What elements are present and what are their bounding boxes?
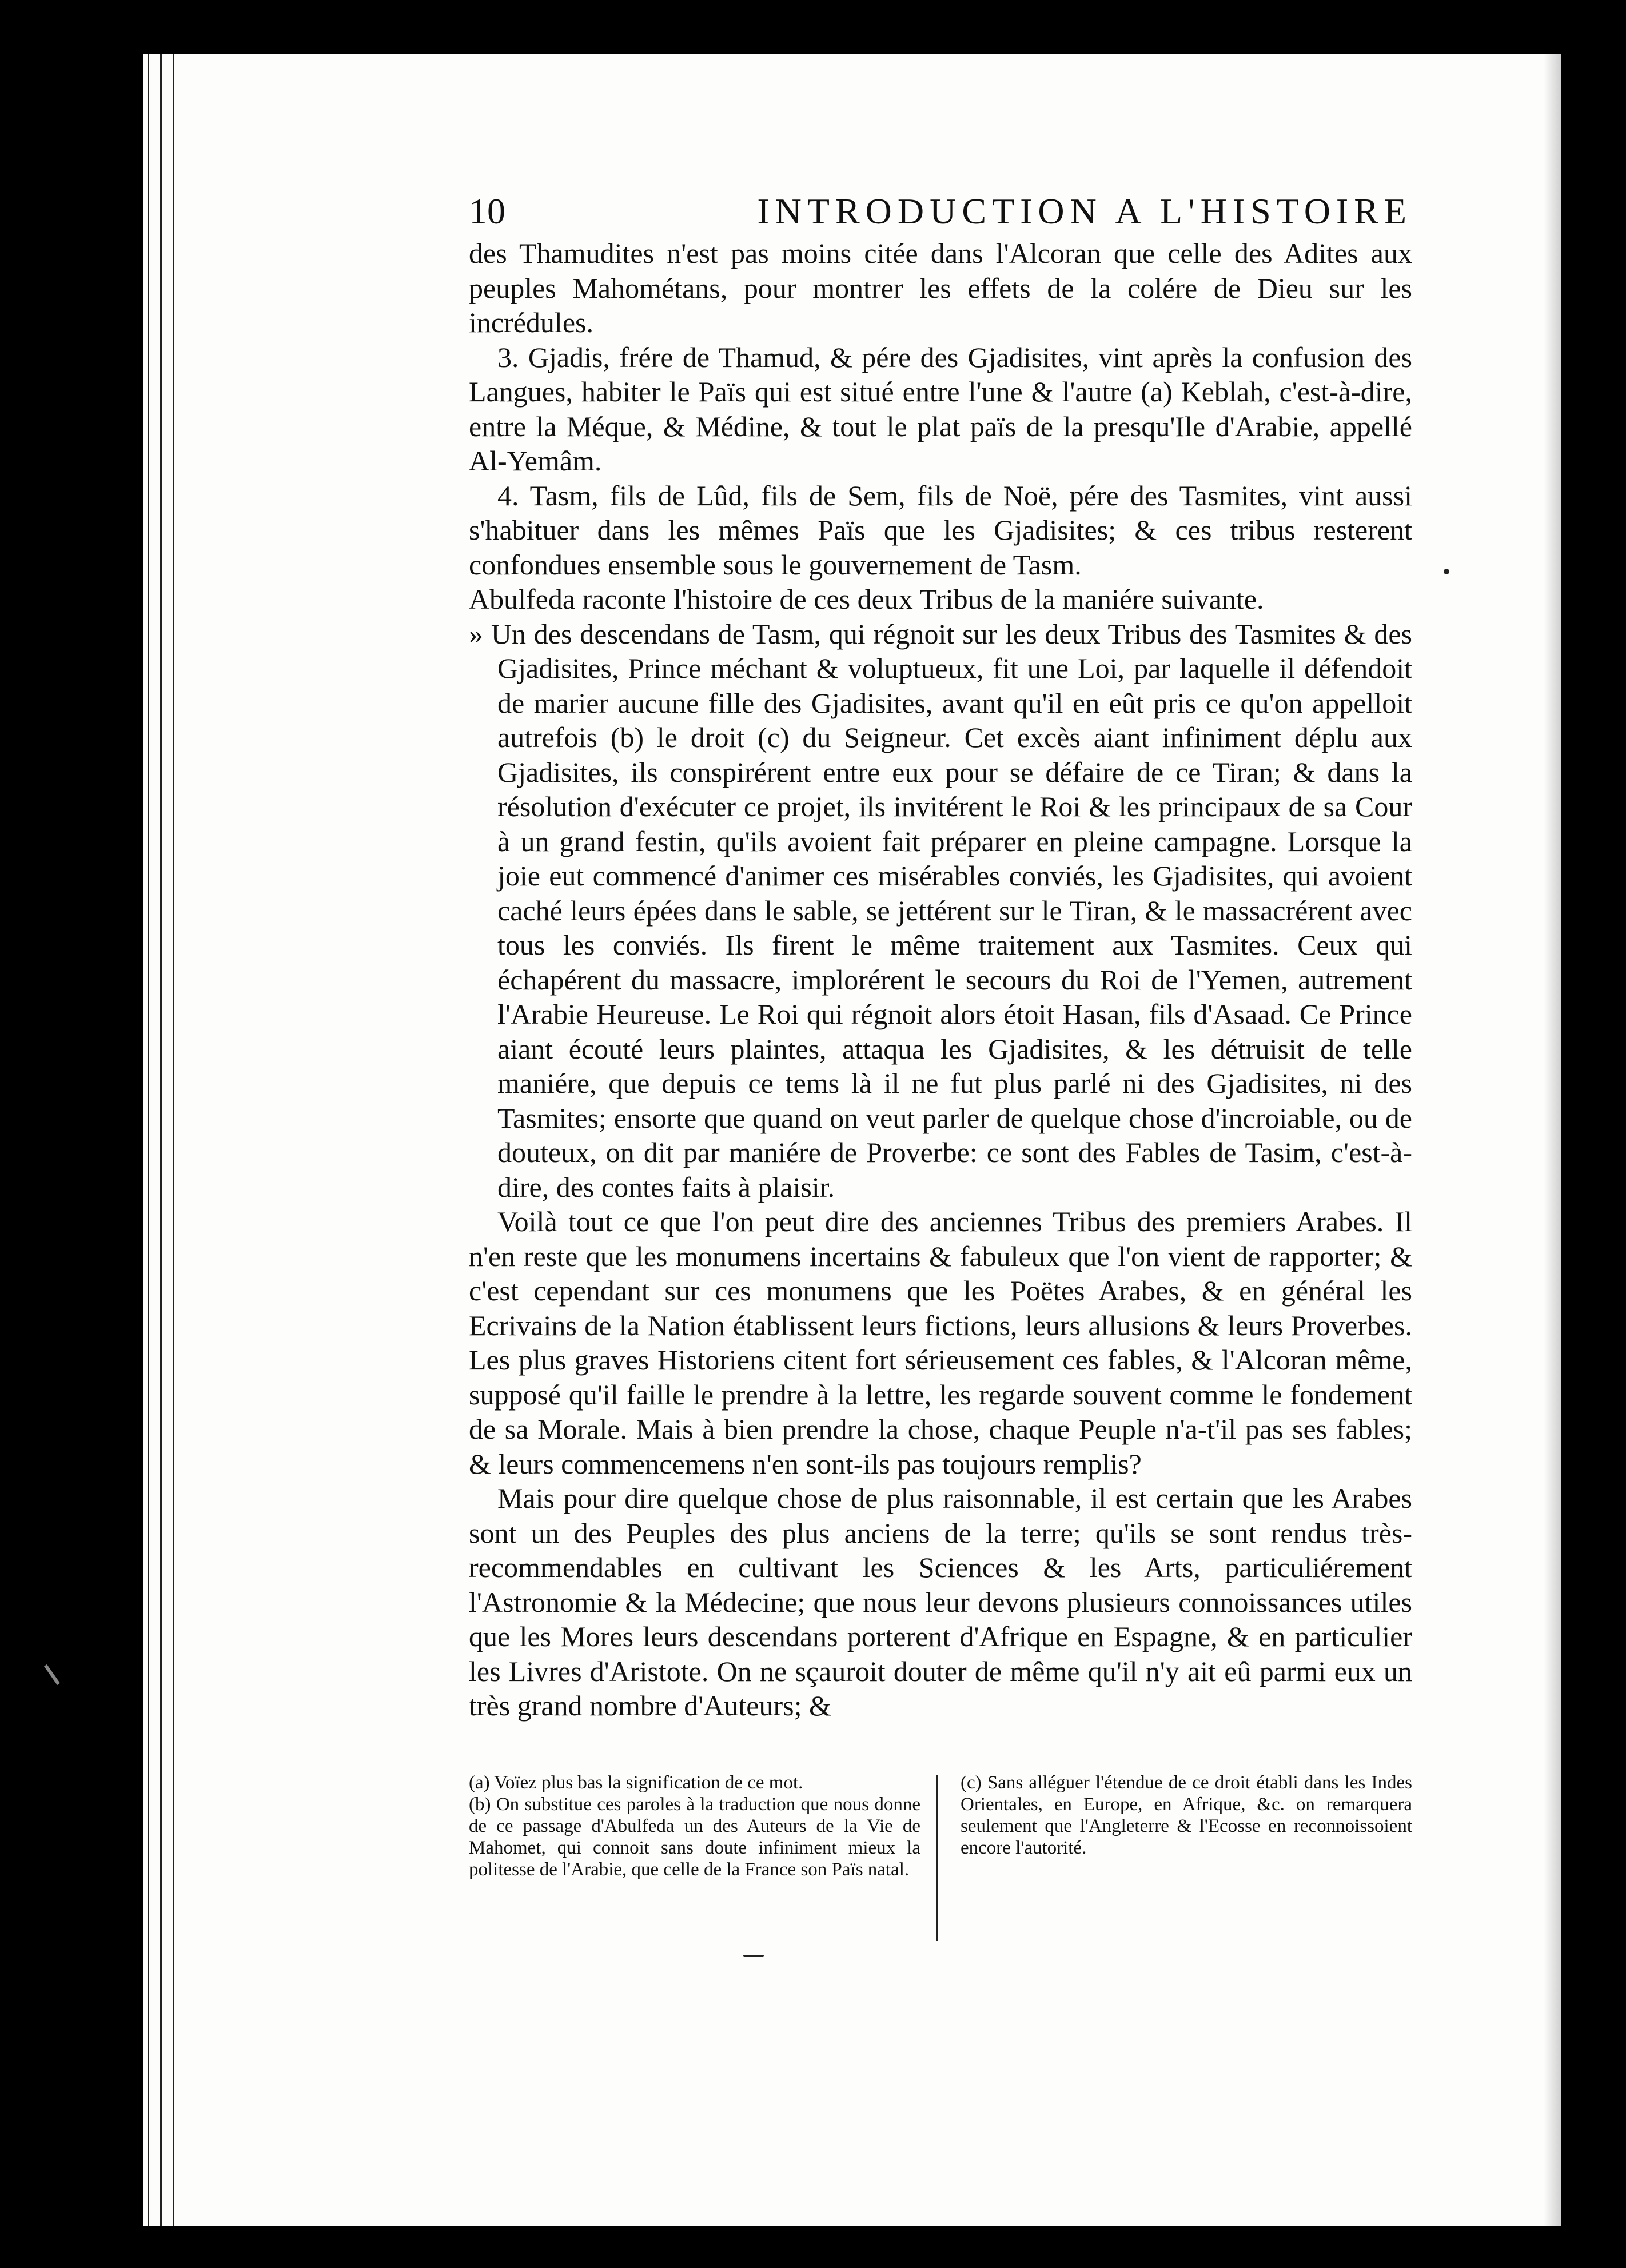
paragraph: 3. Gjadis, frére de Thamud, & pére des Gjadisites, vint après la confusion des Langues, habiter le Païs qui est situé entre l'une & l'autre (a) Keblah, c'est-à-dire, entre la Méque, & Médine, & tout le plat païs de la presqu'Ile d'Arabie, appellé Al-Yemâm.	[469, 341, 1412, 477]
paragraph: Abulfeda raconte l'histoire de ces deux Tribus de la maniére suivante.	[469, 583, 1264, 615]
footnote-column-right	[961, 1772, 1412, 1859]
ink-spot	[1444, 569, 1449, 574]
footnote-c: (c) Sans alléguer l'étendue de ce droit établi dans les Indes Orientales, en Europe, en Afrique, &c. on remarquera seulement que l'Angleterre & l'Ecosse en reconnoissoient encore l'autorité.	[961, 1772, 1412, 1858]
page-number: 10	[469, 191, 505, 231]
page-edge-shadow	[1544, 54, 1561, 2226]
ink-spot	[743, 1955, 764, 1957]
footnotes	[469, 1772, 1412, 1943]
paragraph: Voilà tout ce que l'on peut dire des anciennes Tribus des premiers Arabes. Il n'en reste que les monumens incertains & fabuleux que l'on vient de rapporter; & c'est cependant sur ces monumens que les Poëtes Arabes, & en général les Ecrivains de la Nation établissent leurs fictions, leurs allusions & leurs Proverbes. Les plus graves Historiens citent fort sérieusement ces fables, & l'Alcoran même, supposé qu'il faille le prendre à la lettre, les regarde souvent comme le fondement de sa Morale. Mais à bien prendre la chose, chaque Peuple n'a-t'il pas ses fables; & leurs commencemens n'en sont-ils pas toujours remplis?	[469, 1205, 1412, 1480]
footnote-a: (a) Voïez plus bas la signification de ce mot.	[469, 1772, 803, 1793]
paragraph: des Thamudites n'est pas moins citée dans l'Alcoran que celle des Adites aux peuples Mahométans, pour montrer les effets de la colére de Dieu sur les incrédules.	[469, 237, 1412, 338]
book-page	[143, 54, 1561, 2226]
quoted-paragraph: » Un des descendans de Tasm, qui régnoit sur les deux Tribus des Tasmites & des Gjadisites, Prince méchant & voluptueux, fit une Loi, par laquelle il défendoit de marier aucune fille des Gjadisites, avant qu'il en eût pris ce qu'on appelloit autrefois (b) le droit (c) du Seigneur. Cet excès aiant infiniment déplu aux Gjadisites, ils conspirérent entre eux pour se défaire de ce Tiran; & dans la résolution d'exécuter ce projet, ils invitérent le Roi & les principaux de sa Cour à un grand festin, qu'ils avoient fait préparer en pleine campagne. Lorsque la joie eut commencé d'animer ces misérables conviés, les Gjadisites, qui avoient caché leurs épées dans le sable, se jettérent sur le Tiran, & le massacrérent avec tous les conviés. Ils firent le même traitement aux Tasmites. Ceux qui échapérent du massacre, implorérent le secours du Roi de l'Yemen, autrement l'Arabie Heureuse. Le Roi qui régnoit alors étoit Hasan, fils d'Asaad. Ce Prince aiant écouté leurs plaintes, attaqua les Gjadisites, & les détruisit de telle maniére, que depuis ce tems là il ne fut plus parlé ni des Gjadisites, ni des Tasmites; ensorte que quand on veut parler de quelque chose d'incroiable, ou de douteux, on dit par maniére de Proverbe: ce sont des Fables de Tasim, c'est-à-dire, des contes faits à plaisir.	[469, 617, 1412, 1203]
footnote-divider	[936, 1775, 938, 1941]
main-text	[469, 236, 1412, 1723]
binding-line	[173, 54, 174, 2226]
binding-line	[160, 54, 162, 2226]
running-head: INTRODUCTION A L'HISTOIRE	[757, 191, 1412, 231]
paragraph: 4. Tasm, fils de Lûd, fils de Sem, fils de Noë, pére des Tasmites, vint aussi s'habituer dans les mêmes Païs que les Gjadisites; & ces tribus resterent confondues ensemble sous le gouvernement de Tasm.	[469, 479, 1412, 581]
paragraph: Mais pour dire quelque chose de plus raisonnable, il est certain que les Arabes sont un des Peuples des plus anciens de la terre; qu'ils se sont rendus très-recommendables en cultivant les Sciences & les Arts, particuliérement l'Astronomie & la Médecine; que nous leur devons plusieurs connoissances utiles que les Mores leurs descendans porterent d'Afrique en Espagne, & en particulier les Livres d'Aristote. On ne sçauroit douter de même qu'il n'y ait eû parmi eux un très grand nombre d'Auteurs; &	[469, 1482, 1412, 1722]
margin-mark	[44, 1664, 60, 1685]
binding-line	[148, 54, 149, 2226]
footnote-b: (b) On substitue ces paroles à la traduction que nous donne de ce passage d'Abulfeda un des Auteurs de la Vie de Mahomet, qui connoit sans doute infiniment mieux la politesse de l'Arabie, que celle de la France son Païs natal.	[469, 1794, 920, 1880]
page-header	[469, 186, 1412, 237]
footnote-column-left	[469, 1772, 920, 1880]
